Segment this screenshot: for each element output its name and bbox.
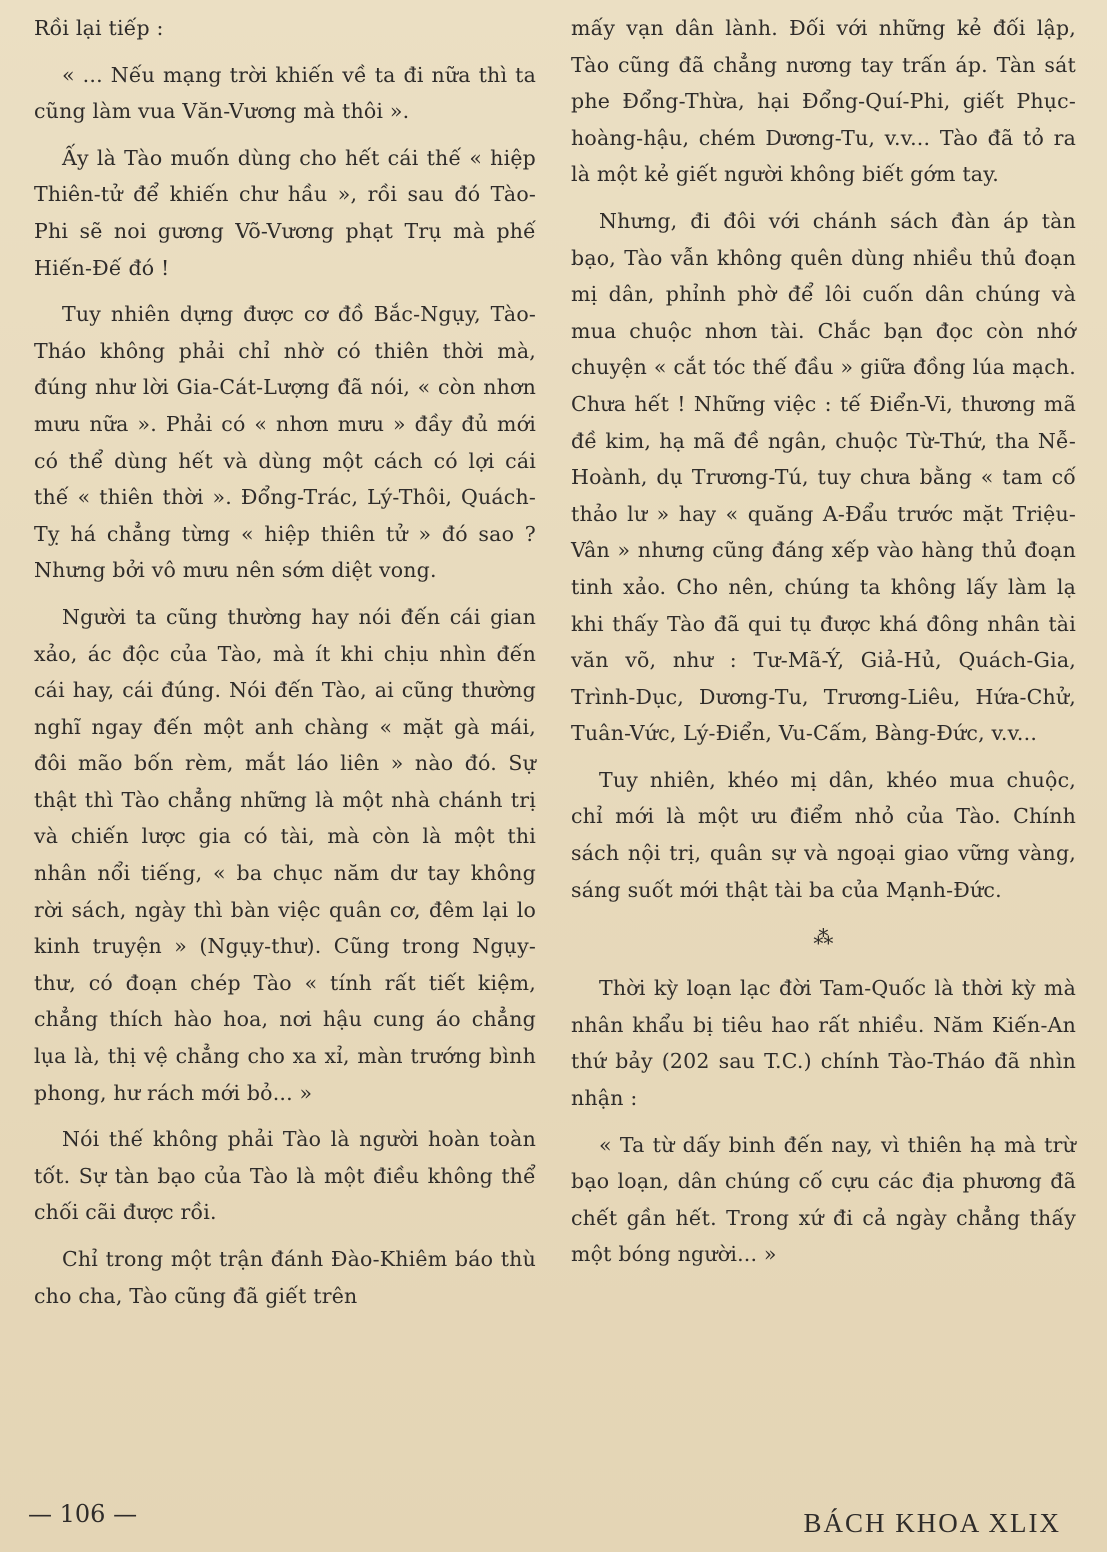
left-text-column	[34, 10, 536, 1324]
running-footer: BÁCH KHOA XLIX	[803, 1508, 1061, 1538]
paragraph: Tuy nhiên dựng được cơ đồ Bắc-Ngụy, Tào-Tháo không phải chỉ nhờ có thiên thời mà, đúng như lời Gia-Cát-Lượng đã nói, « còn nhơn mưu nữa ». Phải có « nhơn mưu » đầy đủ mới có thể dùng hết và dùng một cách có lợi cái thế « thiên thời ». Đổng-Trác, Lý-Thôi, Quách-Tỵ há chẳng từng « hiệp thiên tử » đó sao ? Nhưng bởi vô mưu nên sớm diệt vong.	[34, 302, 536, 583]
paragraph: Thời kỳ loạn lạc đời Tam-Quốc là thời kỳ mà nhân khẩu bị tiêu hao rất nhiều. Năm Kiến-An thứ bảy (202 sau T.C.) chính Tào-Tháo đã nhìn nhận :	[571, 976, 1076, 1111]
section-separator: ⁂	[813, 925, 834, 950]
paragraph: Người ta cũng thường hay nói đến cái gian xảo, ác độc của Tào, mà ít khi chịu nhìn đến cái hay, cái đúng. Nói đến Tào, ai cũng thường nghĩ ngay đến một anh chàng « mặt gà mái, đôi mão bốn rèm, mắt láo liên » nào đó. Sự thật thì Tào chẳng những là một nhà chánh trị và chiến lược gia có tài, mà còn là một thi nhân nổi tiếng, « ba chục năm dư tay không rời sách, ngày thì bàn việc quân cơ, đêm lại lo kinh truyện » (Ngụy-thư). Cũng trong Ngụy-thư, có đoạn chép Tào « tính rất tiết kiệm, chẳng thích hào hoa, nơi hậu cung áo chẳng lụa là, thị vệ chẳng cho xa xỉ, màn trướng bình phong, hư rách mới bỏ... »	[34, 604, 536, 1105]
paragraph: Ấy là Tào muốn dùng cho hết cái thế « hiệp Thiên-tử để khiến chư hầu », rồi sau đó Tào-Phi sẽ noi gương Võ-Vương phạt Trụ mà phế Hiến-Đế đó !	[34, 145, 536, 280]
paragraph: Rồi lại tiếp :	[34, 16, 164, 40]
paragraph: mấy vạn dân lành. Đối với những kẻ đối lập, Tào cũng đã chẳng nương tay trấn áp. Tàn sát phe Đổng-Thừa, hại Đổng-Quí-Phi, giết Phục-hoàng-hậu, chém Dương-Tu, v.v... Tào đã tỏ ra là một kẻ giết người không biết gớm tay.	[571, 16, 1076, 187]
page-number: — 106 —	[28, 1500, 138, 1528]
paragraph: Tuy nhiên, khéo mị dân, khéo mua chuộc, chỉ mới là một ưu điểm nhỏ của Tào. Chính sách nội trị, quân sự và ngoại giao vững vàng, sáng suốt mới thật tài ba của Mạnh-Đức.	[571, 767, 1076, 902]
paragraph: « ... Nếu mạng trời khiến về ta đi nữa thì ta cũng làm vua Văn-Vương mà thôi ».	[34, 62, 536, 124]
paragraph: « Ta từ dấy binh đến nay, vì thiên hạ mà trừ bạo loạn, dân chúng cố cựu các địa phương đã chết gần hết. Trong xứ đi cả ngày chẳng thấy một bóng người... »	[571, 1132, 1076, 1267]
right-text-column	[571, 10, 1076, 1283]
paragraph: Nhưng, đi đôi với chánh sách đàn áp tàn bạo, Tào vẫn không quên dùng nhiều thủ đoạn mị dân, phỉnh phờ để lôi cuốn dân chúng và mua chuộc nhơn tài. Chắc bạn đọc còn nhớ chuyện « cắt tóc thế đầu » giữa đồng lúa mạch. Chưa hết ! Những việc : tế Điển-Vi, thương mã đề kim, hạ mã đề ngân, chuộc Từ-Thứ, tha Nễ-Hoành, dụ Trương-Tú, tuy chưa bằng « tam cố thảo lư » hay « quăng A-Đẩu trước mặt Triệu-Vân » nhưng cũng đáng xếp vào hàng thủ đoạn tinh xảo. Cho nên, chúng ta không lấy làm lạ khi thấy Tào đã qui tụ được khá đông nhân tài văn võ, như : Tư-Mã-Ý, Giả-Hủ, Quách-Gia, Trình-Dục, Dương-Tu, Trương-Liêu, Hứa-Chử, Tuân-Vức, Lý-Điển, Vu-Cấm, Bàng-Đức, v.v...	[571, 208, 1076, 746]
paragraph: Nói thế không phải Tào là người hoàn toàn tốt. Sự tàn bạo của Tào là một điều không thể chối cãi được rồi.	[34, 1127, 536, 1225]
paragraph: Chỉ trong một trận đánh Đào-Khiêm báo thù cho cha, Tào cũng đã giết trên	[34, 1247, 536, 1308]
